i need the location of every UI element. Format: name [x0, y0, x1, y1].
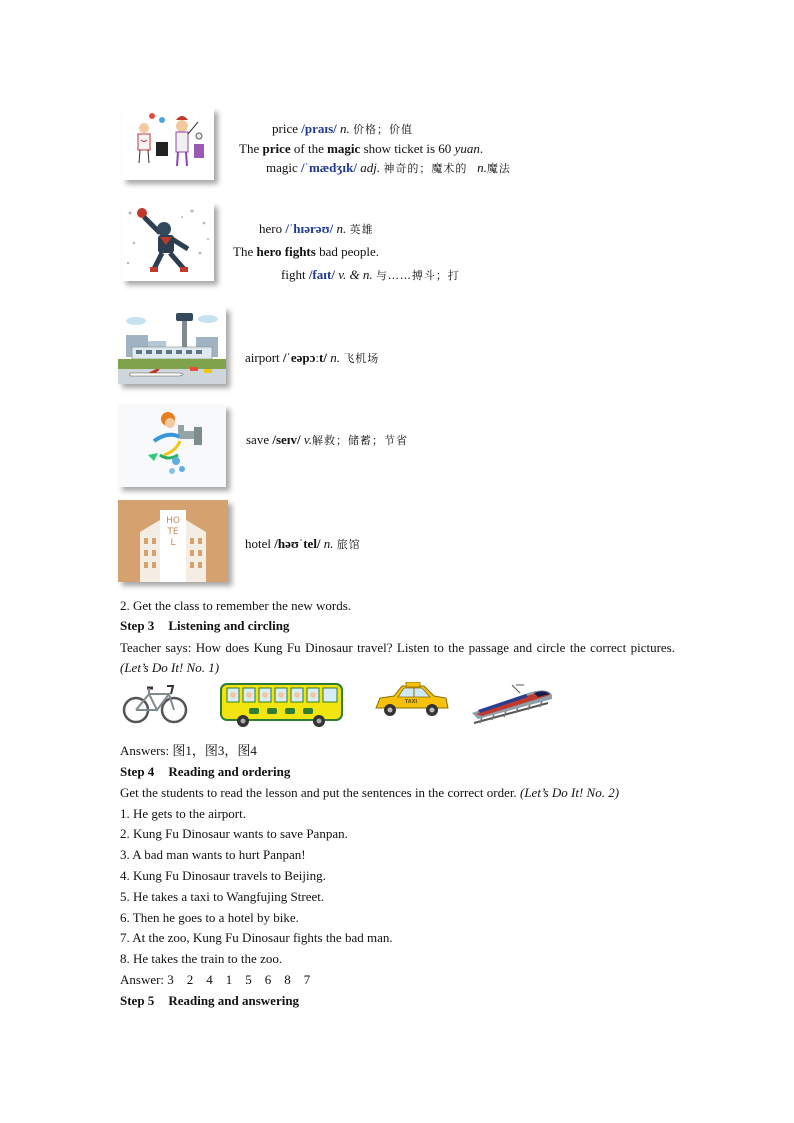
vocab-pos: v. & n.: [338, 267, 373, 282]
vocab-price-line: [272, 121, 413, 138]
vocab-ipa: /seɪv/: [272, 432, 301, 447]
sentence-italic: yuan: [454, 141, 480, 156]
vocab-word: airport: [245, 350, 280, 365]
vocab-meaning: 英雄: [349, 223, 374, 236]
vocab-meaning: 旅馆: [336, 538, 361, 551]
hotel-sign: HOTEL: [166, 516, 180, 548]
vocab-magic-line: [266, 160, 511, 177]
step3-instruction: [120, 638, 675, 678]
vocab-meaning: 魔法: [486, 162, 511, 175]
vocab-word: magic: [266, 160, 298, 175]
vocab-ipa: /ˈeəpɔːt/: [282, 350, 327, 365]
save-picture: [118, 405, 226, 487]
vocab-pos: n.: [477, 160, 487, 175]
vocab-ipa: /ˈmædʒɪk/: [301, 160, 357, 175]
list-item: 3. A bad man wants to hurt Panpan!: [120, 847, 306, 862]
vocab-ipa: /həʊˈtel/: [274, 536, 321, 551]
vocab-hero-sentence: [233, 244, 379, 260]
vocab-pos: adj.: [360, 160, 381, 175]
vocab-ipa: /faɪt/: [308, 267, 335, 282]
sentence-keyword: hero: [256, 244, 282, 259]
step5-heading: [120, 993, 299, 1009]
vocab-word: save: [246, 432, 270, 447]
step3-heading: [120, 618, 289, 634]
vocab-save-line: [246, 432, 408, 449]
sentence-text: The: [239, 141, 263, 156]
sentence-text: .: [479, 141, 484, 156]
taxi-sign: TAXI: [404, 699, 418, 705]
list-item: 6. Then he goes to a hotel by bike.: [120, 910, 299, 925]
vocab-airport-line: [245, 350, 379, 367]
train-picture: [468, 683, 554, 725]
step3-answers: Answers: 图1，图3，图4: [120, 743, 257, 758]
list-item: 8. He takes the train to the zoo.: [120, 951, 283, 966]
remember-instruction: 2. Get the class to remember the new words.: [120, 598, 352, 613]
vocab-hotel-line: [245, 536, 361, 553]
vocab-price-sentence: [239, 141, 483, 157]
vocab-meaning: 神奇的；魔术的: [383, 162, 468, 175]
instruction-text: Teacher says: How does Kung Fu Dinosaur travel? Listen to the passage and circle the correct pictures.: [120, 640, 675, 655]
step-title: Reading and answering: [168, 993, 300, 1008]
vocab-word: hero: [259, 221, 283, 236]
sentence-keyword: price: [262, 141, 291, 156]
step-title: Reading and ordering: [168, 764, 291, 779]
vocab-pos: n.: [340, 121, 350, 136]
sentence-text: show ticket is 60: [360, 141, 455, 156]
step-number: Step 4: [120, 764, 155, 779]
step-title: Listening and circling: [168, 618, 290, 633]
bus-picture: [219, 682, 344, 728]
step-number: Step 3: [120, 618, 155, 633]
activity-reference: (Let’s Do It! No. 2): [520, 785, 620, 800]
taxi-picture: [370, 682, 450, 720]
hero-picture: [122, 203, 214, 281]
vocab-word: hotel: [245, 536, 271, 551]
step4-answer: Answer: 3 2 4 1 5 6 8 7: [120, 972, 311, 987]
vocab-ipa: /praɪs/: [301, 121, 337, 136]
step4-instruction: [120, 785, 619, 801]
sentence-keyword: magic: [327, 141, 361, 156]
list-item: 5. He takes a taxi to Wangfujing Street.: [120, 889, 325, 904]
step4-heading: [120, 764, 290, 780]
vocab-meaning: 解救；储蓄；节省: [311, 434, 408, 447]
vocab-fight-line: [281, 267, 460, 284]
airport-picture: [118, 307, 226, 384]
vocab-pos: n.: [330, 350, 340, 365]
sentence-text: bad people.: [315, 244, 379, 259]
vocab-pos: n.: [323, 536, 334, 551]
sentence-text: of the: [290, 141, 328, 156]
sentence-keyword: fights: [284, 244, 316, 259]
step-number: Step 5: [120, 993, 155, 1008]
magic-show-picture: [122, 108, 214, 180]
activity-reference: (Let’s Do It! No. 1): [120, 660, 220, 675]
vocab-ipa: /ˈhɪərəʊ/: [285, 221, 334, 236]
vocab-meaning: 价格；价值: [353, 123, 414, 136]
vocab-hero-line: [259, 221, 373, 238]
vocab-pos: n.: [336, 221, 347, 236]
vocab-word: price: [272, 121, 298, 136]
list-item: 4. Kung Fu Dinosaur travels to Beijing.: [120, 868, 326, 883]
bike-picture: [121, 678, 189, 726]
list-item: 7. At the zoo, Kung Fu Dinosaur fights the bad man.: [120, 930, 393, 945]
list-item: 2. Kung Fu Dinosaur wants to save Panpan.: [120, 826, 348, 841]
vocab-meaning: 与……搏斗；打: [375, 269, 460, 282]
vocab-word: fight: [281, 267, 306, 282]
hotel-picture: [118, 500, 228, 582]
list-item: 1. He gets to the airport.: [120, 806, 246, 821]
vocab-meaning: 飞机场: [343, 352, 380, 365]
sentence-text: The: [233, 244, 257, 259]
instruction-text: Get the students to read the lesson and put the sentences in the correct order.: [120, 785, 517, 800]
vocab-pos: v.: [303, 432, 312, 447]
